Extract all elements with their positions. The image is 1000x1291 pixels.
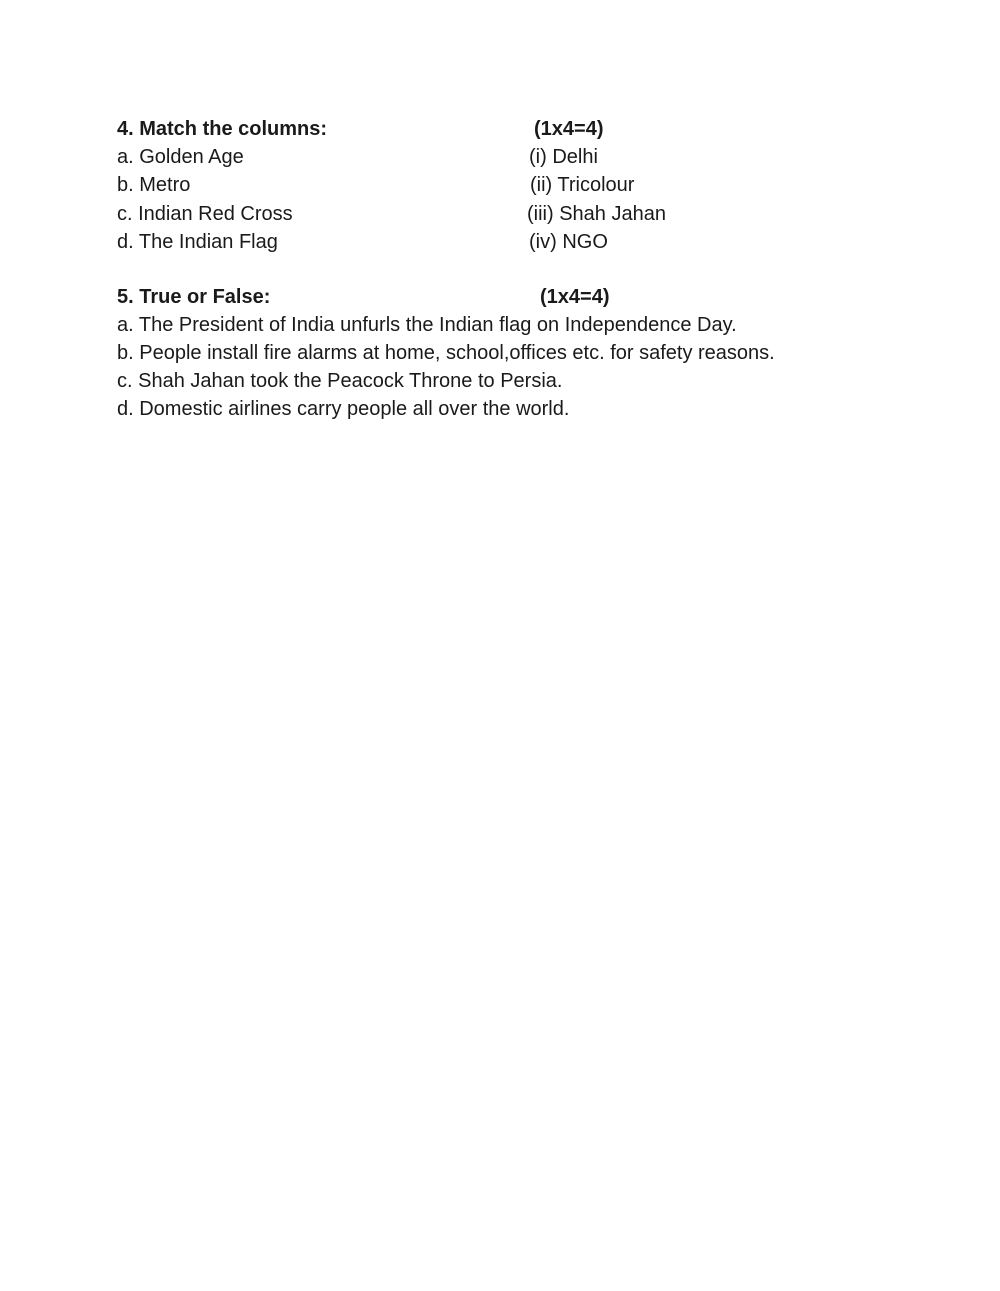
q5-statement: c. Shah Jahan took the Peacock Throne to Persia. bbox=[117, 370, 563, 392]
q5-title: 5. True or False: bbox=[117, 286, 271, 308]
q5-statement: b. People install fire alarms at home, school,offices etc. for safety reasons. bbox=[117, 342, 775, 364]
q5-marks: (1x4=4) bbox=[540, 286, 610, 308]
q4-right-item: (iv) NGO bbox=[529, 231, 608, 253]
q4-marks: (1x4=4) bbox=[534, 118, 604, 140]
q4-right-item: (ii) Tricolour bbox=[530, 174, 635, 196]
q4-left-item: a. Golden Age bbox=[117, 146, 244, 168]
q4-left-item: b. Metro bbox=[117, 174, 191, 196]
q4-right-item: (i) Delhi bbox=[529, 146, 598, 168]
q4-left-item: d. The Indian Flag bbox=[117, 231, 278, 253]
q5-statement: a. The President of India unfurls the Indian flag on Independence Day. bbox=[117, 314, 737, 336]
q5-statement: d. Domestic airlines carry people all over the world. bbox=[117, 398, 570, 420]
q4-right-item: (iii) Shah Jahan bbox=[527, 203, 666, 225]
q4-left-item: c. Indian Red Cross bbox=[117, 203, 293, 225]
q4-title: 4. Match the columns: bbox=[117, 118, 328, 140]
